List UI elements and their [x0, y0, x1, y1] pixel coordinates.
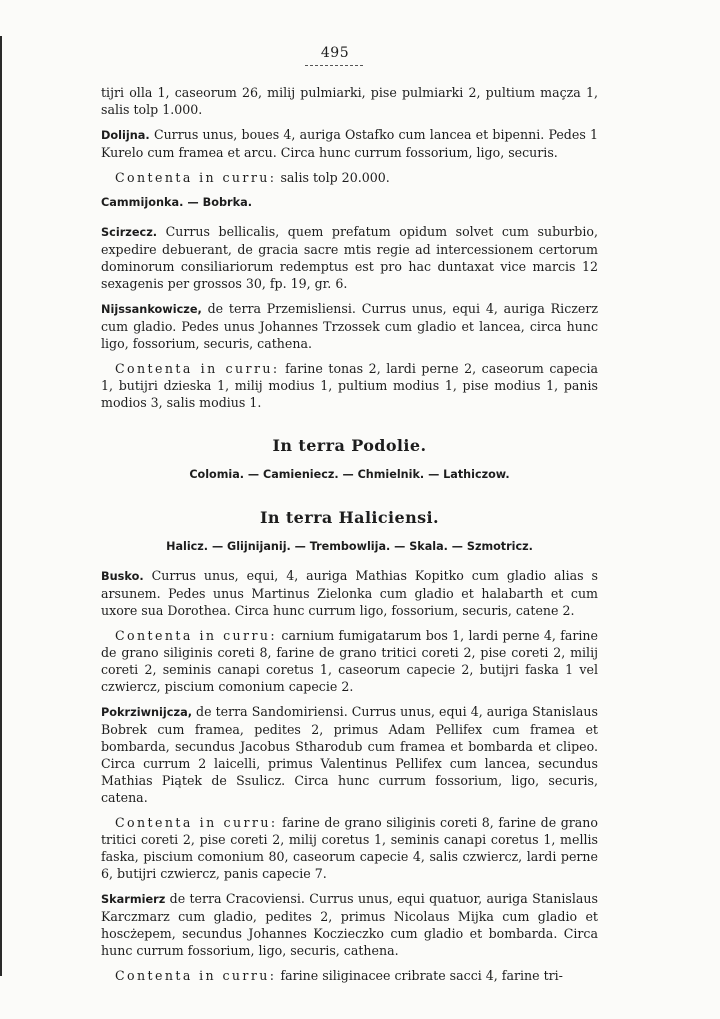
paragraph: [101, 814, 598, 882]
paragraph: [101, 84, 598, 118]
paragraph-text: farine tonas 2, lardi perne 2, caseorum capecia 1, butijri dzieska 1, milij modius 1, pultium modius 1, pise modius 1, panis modios 3, salis modius 1.: [101, 361, 598, 410]
paragraph-text: de terra Przemisliensi. Currus unus, equi 4, auriga Riczerz cum gladio. Pedes unus Johannes Trzossek cum gladio et lancea, circa hunc ligo, fossorium, securis, cathena.: [101, 301, 598, 351]
paragraph: [101, 967, 598, 984]
entry-lemma: Skarmierz: [101, 893, 166, 906]
contents-label: Contenta in curru:: [115, 170, 277, 185]
contents-label: Contenta in curru:: [115, 628, 278, 643]
contents-label: Contenta in curru:: [115, 361, 280, 376]
entry-lemma: Pokrziwnijcza,: [101, 706, 192, 719]
page-number: 495: [320, 45, 350, 61]
contents-label: Contenta in curru:: [115, 815, 278, 830]
paragraph-text: salis tolp 20.000.: [280, 170, 390, 185]
paragraph: [101, 627, 598, 695]
entry-lemma: Nijssankowicze,: [101, 303, 202, 316]
place-list: Halicz. — Glijnijanij. — Trembowlija. — Skala. — Szmotricz.: [166, 540, 533, 553]
body-text: [101, 84, 598, 992]
place-list: Colomia. — Camieniecz. — Chmielnik. — Lathiczow.: [189, 468, 510, 481]
paragraph-text: farine siliginacee cribrate sacci 4, farine tri-: [280, 968, 563, 983]
contents-label: Contenta in curru:: [115, 968, 277, 983]
paragraph-text: Currus unus, equi, 4, auriga Mathias Kopitko cum gladio alias s arsunem. Pedes unus Martinus Zielonka cum gladio et halabarth et cum uxore sua Dorothea. Circa hunc currum ligo, fossorium, securis, catene 2.: [101, 568, 598, 618]
page-number-rule: [305, 65, 363, 66]
paragraph: [101, 567, 598, 619]
paragraph: [101, 703, 598, 806]
entry-lemma: Dolijna.: [101, 129, 150, 142]
paragraph: [101, 300, 598, 352]
section-heading: In terra Haliciensi.: [260, 508, 439, 527]
paragraph: [101, 360, 598, 411]
paragraph-text: de terra Cracoviensi. Currus unus, equi quatuor, auriga Stanislaus Karczmarz cum gladio, pedites 2, primus Nicolaus Mijka cum gladio et hoscżepem, secundus Johannes Koczieczko cum gladio et bombarda. Circa hunc currum fossorium, ligo, securis, cathena.: [101, 891, 598, 958]
section-heading: In terra Podolie.: [272, 436, 427, 455]
paragraph-text: tijri olla 1, caseorum 26, milij pulmiarki, pise pulmiarki 2, pultium maçza 1, salis tolp 1.000.: [101, 85, 598, 117]
paragraph-text: de terra Sandomiriensi. Currus unus, equi 4, auriga Stanislaus Bobrek cum framea, pedites 2, primus Adam Pellifex cum framea et bombarda, secundus Jacobus Stharodub cum framea et bombarda et clipeo. Circa currum 2 laicelli, primus Valentinus Pellifex cum lancea, secundus Mathias Piątek de Ssulicz. Circa hunc currum fossorium, ligo, securis, catena.: [101, 704, 598, 805]
paragraph: [101, 223, 598, 292]
paragraph: [101, 169, 598, 186]
paragraph-text: farine de grano siliginis coreti 8, farine de grano tritici coreti 2, pise coreti 2, milij coretus 1, seminis canapi coretus 1, mellis faska, piscium comonium 80, caseorum capecie 4, salis czwiercz, lardi perne 6, butijri czwiercz, panis capecie 7.: [101, 815, 598, 881]
paragraph-text: Currus unus, boues 4, auriga Ostafko cum lancea et bipenni. Pedes 1 Kurelo cum framea et arcu. Circa hunc currum fossorium, ligo, securis.: [101, 127, 598, 160]
paragraph-text: carnium fumigatarum bos 1, lardi perne 4, farine de grano siliginis coreti 8, farine de grano tritici coreti 2, pise coreti 2, milij coreti 2, seminis canapi coretus 1, caseorum capecie 2, butijri faska 1 vel czwiercz, piscium comonium capecie 2.: [101, 628, 598, 694]
place-list: Cammijonka. — Bobrka.: [101, 196, 253, 209]
binding-edge: [0, 36, 2, 976]
paragraph: [101, 890, 598, 959]
entry-lemma: Scirzecz.: [101, 226, 158, 239]
paragraph-text: Currus bellicalis, quem prefatum opidum solvet cum suburbio, expedire debuerant, de gracia sacre mtis regie ad intercessionem certorum dominorum consiliariorum redemptus est pro hac duntaxat vice marcis 12 sexagenis per grossos 30, fp. 19, gr. 6.: [101, 224, 598, 291]
entry-lemma: Busko.: [101, 570, 144, 583]
paragraph: [101, 126, 598, 161]
